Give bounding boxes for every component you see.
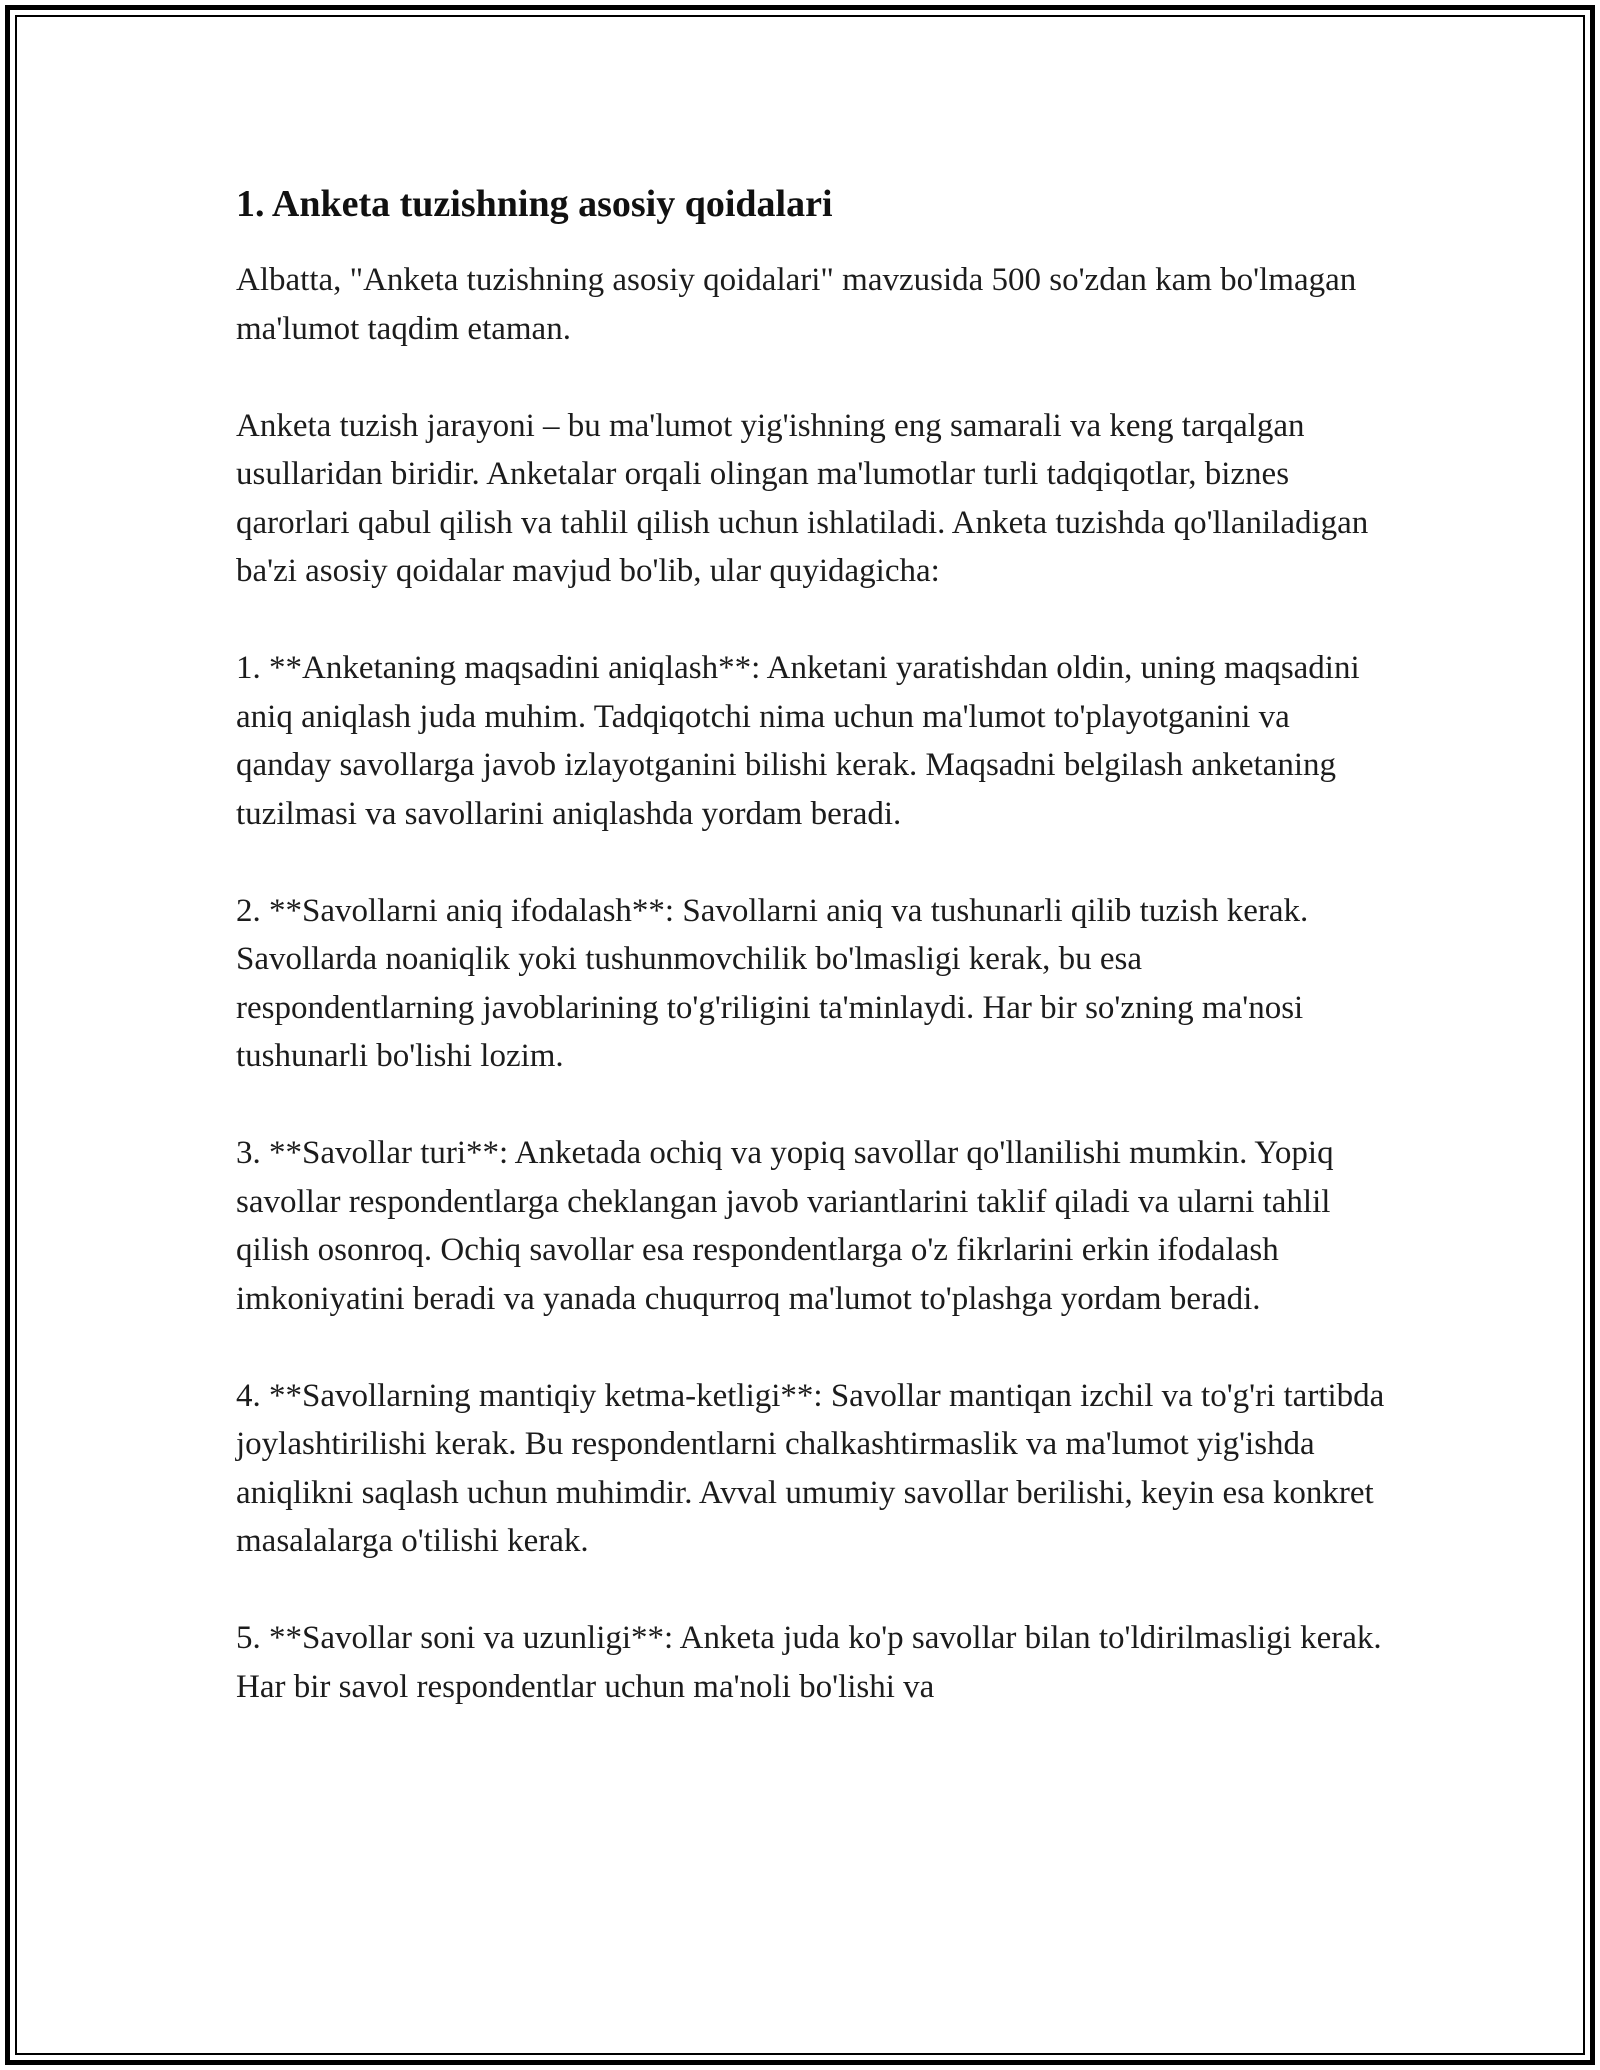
rule-1-paragraph: 1. **Anketaning maqsadini aniqlash**: Anketani yaratishdan oldin, uning maqsadini aniq aniqlash juda muhim. Tadqiqotchi nima uchun ma'lumot to'playotganini va qanday savollarga javob izlayotganini bilishi kerak. Maqsadni belgilash anketaning tuzilmasi va savollarini aniqlashda yordam beradi. <box>236 650 1360 832</box>
intro-paragraph: Albatta, "Anketa tuzishning asosiy qoidalari" mavzusida 500 so'zdan kam bo'lmagan ma'lumot taqdim etaman. <box>236 262 1357 347</box>
overview-paragraph: Anketa tuzish jarayoni – bu ma'lumot yig'ishning eng samarali va keng tarqalgan usullaridan biridir. Anketalar orqali olingan ma'lumotlar turli tadqiqotlar, biznes qarorlari qabul qilish va tahlil qilish uchun ishlatiladi. Anketa tuzishda qo'llaniladigan ba'zi asosiy qoidalar mavjud bo'lib, ular quyidagicha: <box>236 407 1369 589</box>
rule-4-paragraph: 4. **Savollarning mantiqiy ketma-ketligi**: Savollar mantiqan izchil va to'g'ri tartibda joylashtirilishi kerak. Bu respondentlarni chalkashtirmaslik va ma'lumot yig'ishda aniqlikni saqlash uchun muhimdir. Avval umumiy savollar berilishi, keyin esa konkret masalalarga o'tilishi kerak. <box>236 1377 1385 1559</box>
document-page <box>236 180 1386 1760</box>
rule-3-paragraph: 3. **Savollar turi**: Anketada ochiq va yopiq savollar qo'llanilishi mumkin. Yopiq savollar respondentlarga cheklangan javob variantlarini taklif qiladi va ularni tahlil qilish osonroq. Ochiq savollar esa respondentlarga o'z fikrlarini erkin ifodalash imkoniyatini beradi va yanada chuqurroq ma'lumot to'plashga yordam beradi. <box>236 1135 1334 1317</box>
rule-2-paragraph: 2. **Savollarni aniq ifodalash**: Savollarni aniq va tushunarli qilib tuzish kerak. Savollarda noaniqlik yoki tushunmovchilik bo'lmasligi kerak, bu esa respondentlarning javoblarining to'g'riligini ta'minlaydi. Har bir so'zning ma'nosi tushunarli bo'lishi lozim. <box>236 892 1309 1074</box>
section-heading: 1. Anketa tuzishning asosiy qoidalari <box>236 183 833 225</box>
rule-5-paragraph: 5. **Savollar soni va uzunligi**: Anketa juda ko'p savollar bilan to'ldirilmasligi kerak. Har bir savol respondentlar uchun ma'noli bo'lishi va <box>236 1620 1382 1705</box>
